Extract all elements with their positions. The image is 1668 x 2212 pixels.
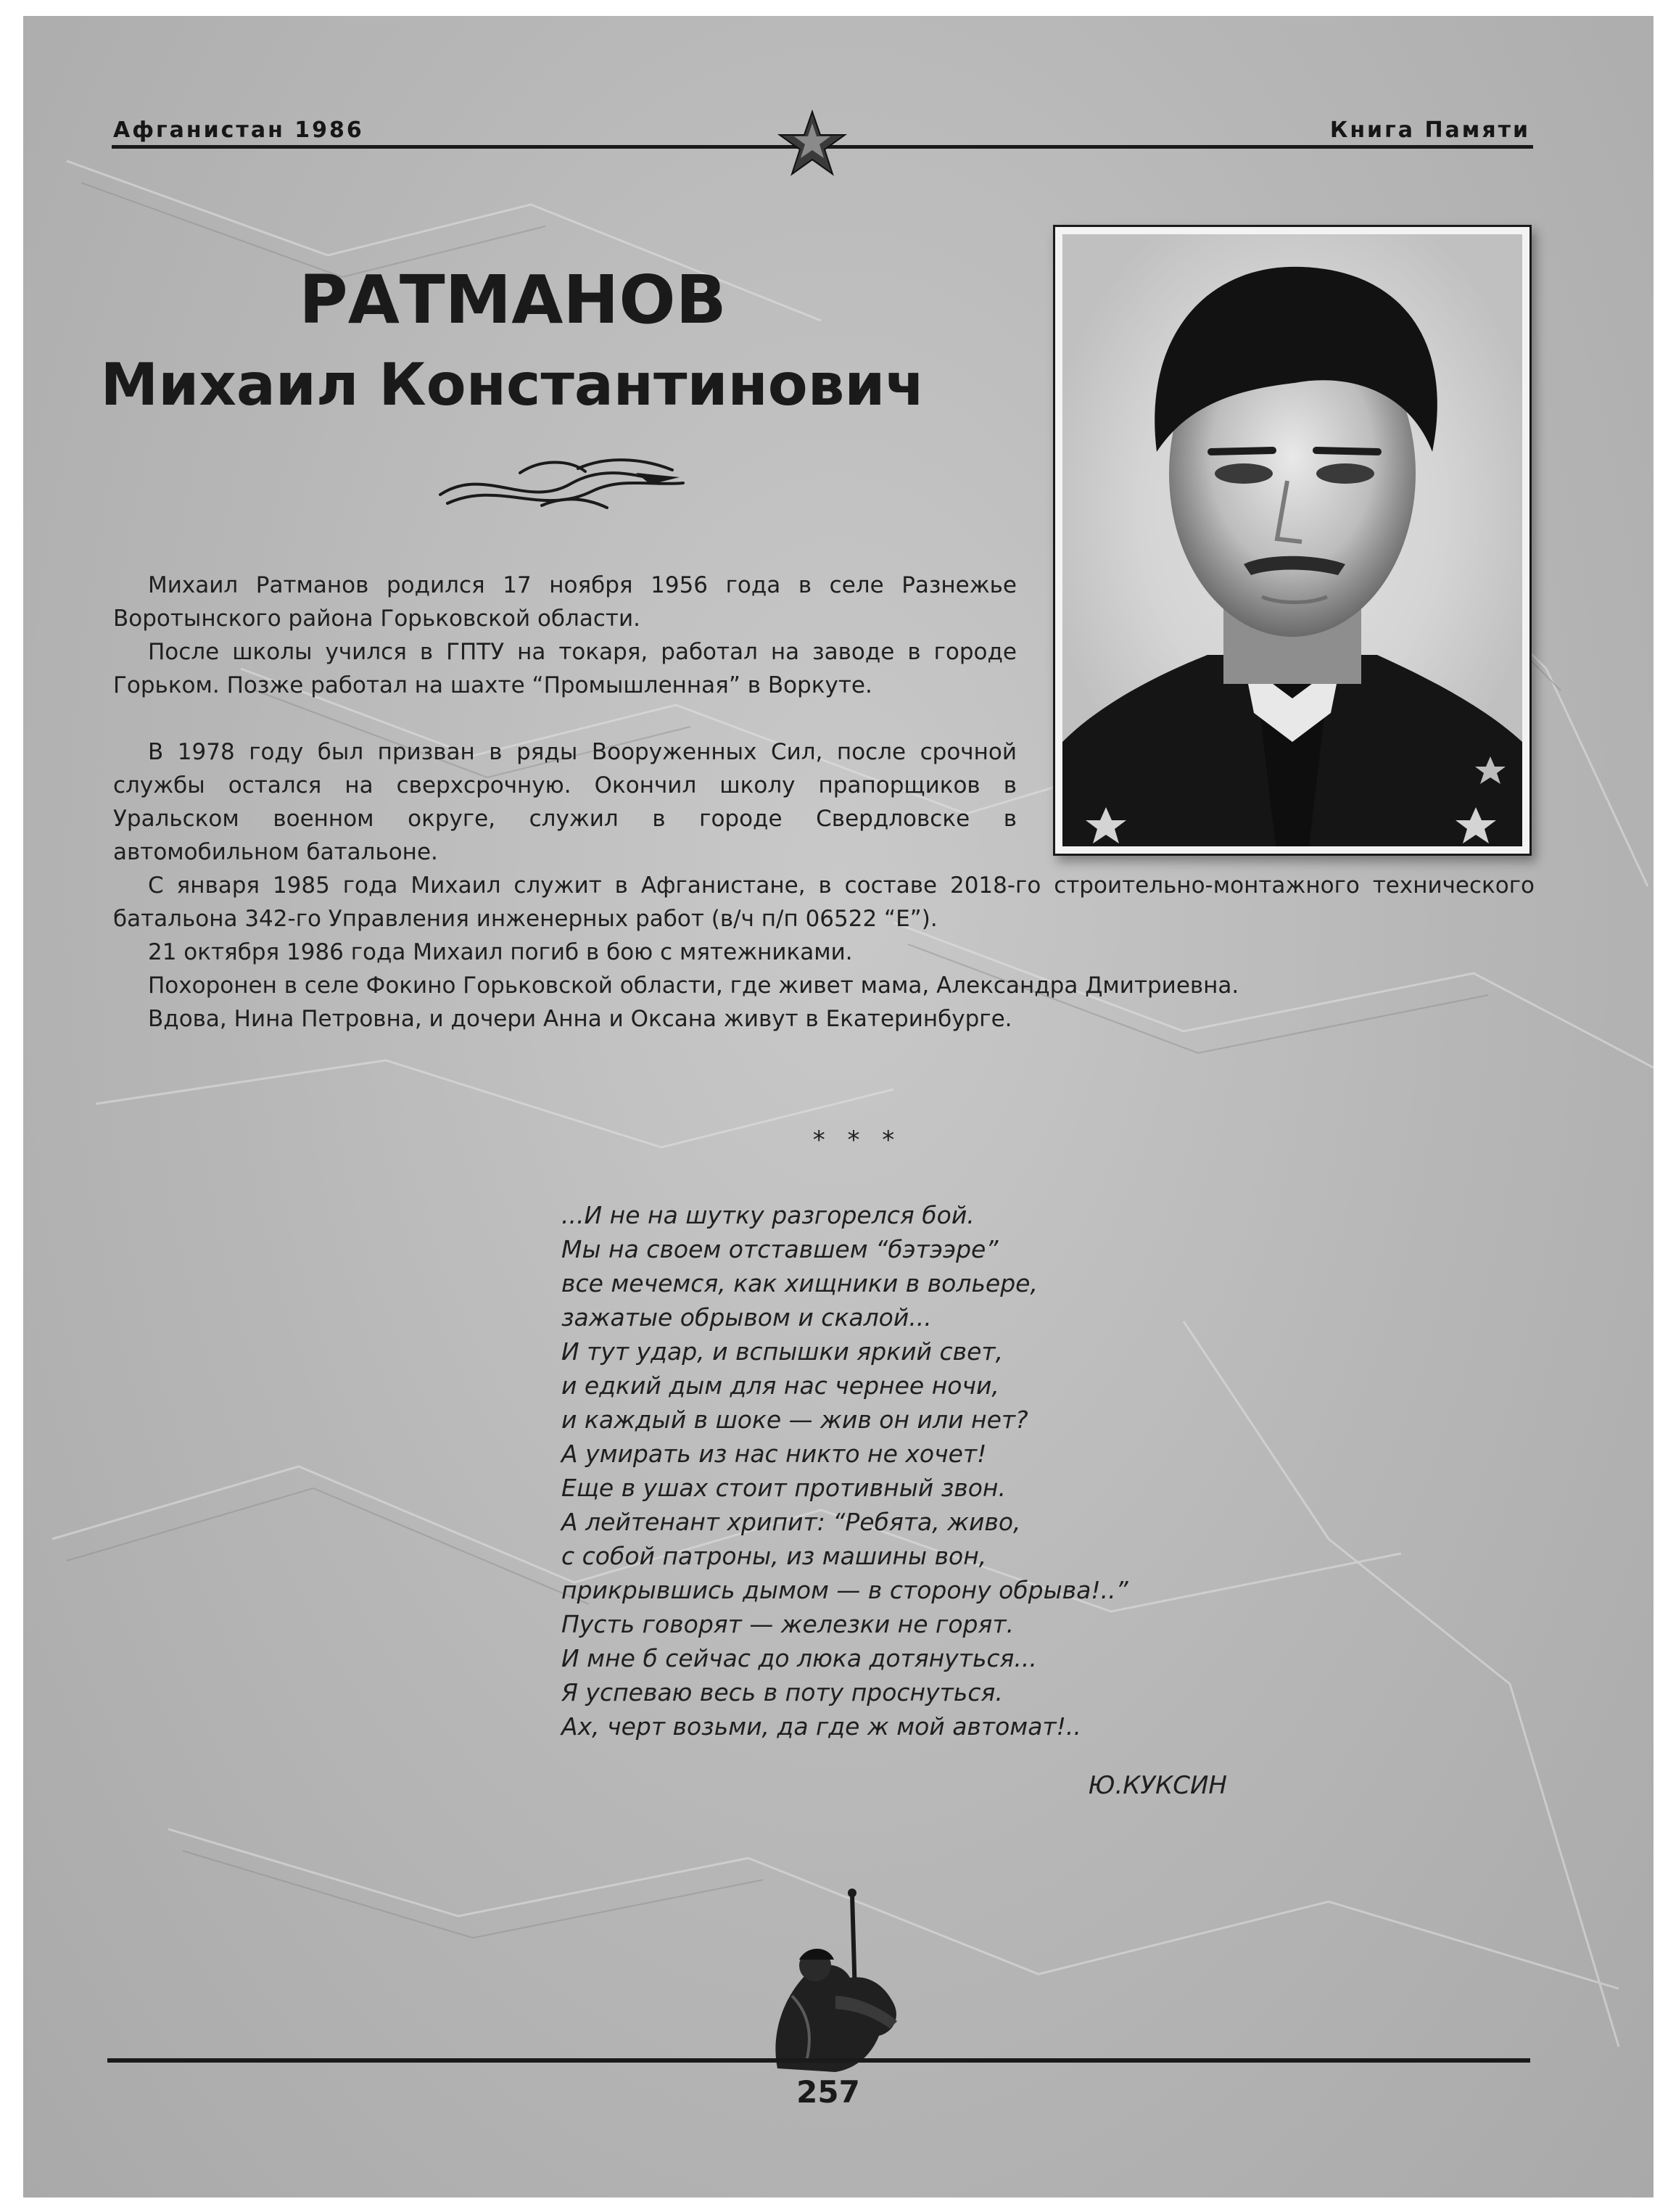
poem-line: А лейтенант хрипит: “Ребята, живо, bbox=[561, 1508, 1021, 1536]
poem-line: Ах, черт возьми, да где ж мой автомат!.. bbox=[561, 1712, 1081, 1741]
poem-line: Мы на своем отставшем “бэтээре” bbox=[561, 1235, 999, 1263]
poem-line: И мне б сейчас до люка дотянуться... bbox=[561, 1644, 1037, 1672]
poem-line: Пусть говорят — железки не горят. bbox=[561, 1610, 1015, 1638]
poem-line: ...И не на шутку разгорелся бой. bbox=[561, 1201, 975, 1229]
bio-paragraph: После школы учился в ГПТУ на токаря, работал на заводе в городе Горьком. Позже работал на шахте “Промышленная” в Воркуте. bbox=[113, 639, 1017, 698]
section-separator: * * * bbox=[812, 1126, 902, 1155]
poem-line: И тут удар, и вспышки яркий свет, bbox=[561, 1337, 1004, 1366]
person-given-names: Михаил Константинович bbox=[100, 351, 925, 418]
bio-paragraph: 21 октября 1986 года Михаил погиб в бою с мятежниками. bbox=[148, 939, 853, 965]
poem-author: Ю.КУКСИН bbox=[1088, 1771, 1227, 1800]
star-icon bbox=[776, 107, 849, 180]
page-number: 257 bbox=[796, 2074, 860, 2110]
bio-paragraph: С января 1985 года Михаил служит в Афганистане, в составе 2018-го строительно-монтажного технического батальона 342-го Управления инженерных работ (в/ч п/п 06522 “Е”). bbox=[113, 872, 1535, 932]
running-header-left: Афганистан 1986 bbox=[113, 117, 364, 143]
document-page bbox=[23, 16, 1653, 2197]
running-header-right: Книга Памяти bbox=[1329, 117, 1530, 143]
footer-rule bbox=[107, 2058, 1530, 2063]
bio-paragraph: Похоронен в селе Фокино Горьковской области, где живет мама, Александра Дмитриевна. bbox=[148, 973, 1239, 999]
mourning-soldier-statue bbox=[748, 1887, 922, 2076]
poem-line: все мечемся, как хищники в вольере, bbox=[561, 1269, 1038, 1297]
poem-line: прикрывшись дымом — в сторону обрыва!..” bbox=[561, 1576, 1128, 1604]
poem-line: А умирать из нас никто не хочет! bbox=[561, 1440, 987, 1468]
flourish-ornament bbox=[433, 451, 694, 516]
poem-line: зажатые обрывом и скалой... bbox=[561, 1303, 932, 1332]
bio-paragraph: Михаил Ратманов родился 17 ноября 1956 года в селе Разнежье Воротынского района Горьковской области. bbox=[113, 572, 1017, 632]
portrait-photo bbox=[1062, 234, 1522, 846]
poem bbox=[561, 1198, 1287, 1743]
portrait-photo-frame bbox=[1053, 225, 1532, 856]
poem-line: Я успеваю весь в поту проснуться. bbox=[561, 1678, 1003, 1707]
poem-line: и едкий дым для нас чернее ночи, bbox=[561, 1371, 999, 1400]
poem-line: и каждый в шоке — жив он или нет? bbox=[561, 1406, 1028, 1434]
person-surname: РАТМАНОВ bbox=[299, 261, 727, 339]
poem-line: с собой патроны, из машины вон, bbox=[561, 1542, 987, 1570]
bio-paragraph: В 1978 году был призван в ряды Вооруженных Сил, после срочной службы остался на сверхсрочную. Окончил школу прапорщиков в Уральском военном округе, служил в городе Свердловске в автомобильном батальоне. bbox=[113, 739, 1017, 865]
poem-line: Еще в ушах стоит противный звон. bbox=[561, 1474, 1006, 1502]
bio-paragraph: Вдова, Нина Петровна, и дочери Анна и Оксана живут в Екатеринбурге. bbox=[148, 1006, 1012, 1032]
